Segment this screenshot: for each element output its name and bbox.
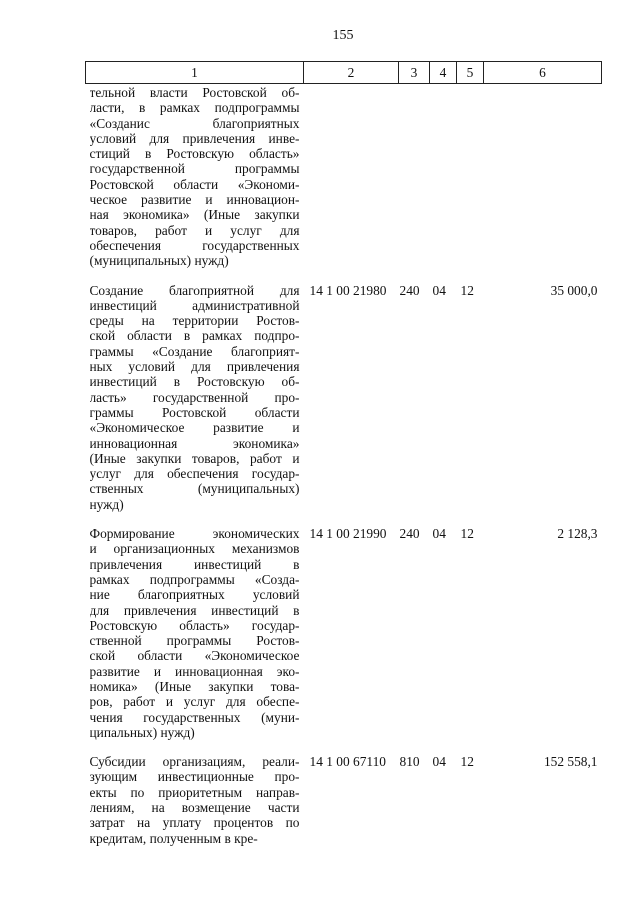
expense-type-code: 240 (399, 282, 420, 298)
section-code: 04 (432, 282, 446, 298)
description-line: екты по приоритетным направ- (89, 784, 300, 800)
row-description (86, 84, 304, 282)
description-line: ственной программы Ростов- (89, 633, 300, 649)
description-line: граммы Ростовской области (89, 404, 300, 420)
description-line: Ростовской области «Экономи- (89, 176, 300, 192)
header-col-6: 6 (484, 62, 602, 84)
description-line: для привлечения инвестиций в (89, 602, 300, 618)
description-line: чения государственных (муни- (89, 709, 300, 725)
target-article-code: 14 1 00 21980 (309, 282, 387, 298)
amount (484, 84, 602, 282)
table-row (86, 753, 602, 859)
expense-type-code: 810 (399, 754, 420, 770)
description-line: граммы «Создание благоприят- (89, 343, 300, 359)
description-line: лениям, на возмещение части (89, 800, 300, 816)
subsection-code: 12 (460, 526, 474, 542)
description-line: Создание благоприятной для (89, 282, 300, 298)
table-header-row (86, 62, 602, 84)
header-col-2: 2 (304, 62, 399, 84)
target-article-code: 14 1 00 67110 (309, 754, 386, 770)
table-row (86, 282, 602, 525)
description-line: государственной программы (89, 161, 300, 177)
description-line: развитие и инновационная эко- (89, 663, 300, 679)
description-line: ласти, в рамках подпрограммы (89, 100, 300, 116)
header-col-3: 3 (399, 62, 430, 84)
description-line: ципальных) нужд) (89, 724, 195, 740)
section-code: 04 (432, 526, 446, 542)
description-line: привлечения инвестиций в (89, 556, 300, 572)
description-line: номика» (Иные закупки това- (89, 678, 300, 694)
row-description (86, 525, 304, 753)
description-line: инвестиций в Ростовскую об- (89, 374, 300, 390)
description-line: инновационная экономика» (89, 435, 300, 451)
description-line: нужд) (89, 496, 124, 512)
target-article-code (304, 84, 399, 282)
target-article-code: 14 1 00 21990 (309, 526, 387, 542)
table-body (86, 84, 602, 859)
description-line: ственных (муниципальных) (89, 481, 300, 497)
description-line: ние благоприятных условий (89, 587, 300, 603)
header-col-4: 4 (430, 62, 457, 84)
description-line: Формирование экономических (89, 526, 300, 542)
budget-table (85, 61, 602, 859)
expense-type-code (399, 84, 430, 282)
description-line: Субсидии организациям, реали- (89, 754, 300, 770)
subsection-code: 12 (460, 282, 474, 298)
description-line: (муниципальных) нужд) (89, 253, 229, 269)
expense-type-code: 240 (399, 526, 420, 542)
row-description (86, 282, 304, 525)
description-line: услуг для обеспечения государ- (89, 466, 300, 482)
description-line: инвестиций административной (89, 297, 300, 313)
description-line: Ростовскую область» государ- (89, 617, 300, 633)
description-line: товаров, работ и услуг для (89, 222, 300, 238)
description-line: обеспечения государственных (89, 237, 300, 253)
description-line: (Иные закупки товаров, работ и (89, 450, 300, 466)
description-line: зующим инвестиционные про- (89, 769, 300, 785)
description-line: ческое развитие и инновацион- (89, 192, 300, 208)
description-line: ской области в рамках подпро- (89, 328, 300, 344)
subsection-code (457, 84, 484, 282)
section-code: 04 (432, 754, 446, 770)
amount: 35 000,0 (550, 282, 598, 298)
description-line: затрат на уплату процентов по (89, 815, 300, 831)
header-col-5: 5 (457, 62, 484, 84)
subsection-code: 12 (460, 754, 474, 770)
header-col-1: 1 (86, 62, 304, 84)
description-line: стиций в Ростовскую область» (89, 146, 300, 162)
table-row (86, 84, 602, 282)
table-row (86, 525, 602, 753)
description-line: «Экономическое развитие и (89, 420, 300, 436)
amount: 152 558,1 (543, 754, 598, 770)
description-line: ных условий для привлечения (89, 359, 300, 375)
section-code (430, 84, 457, 282)
description-line: тельной власти Ростовской об- (89, 85, 300, 100)
description-line: рамках подпрограммы «Созда- (89, 571, 300, 587)
description-line: условий для привлечения инве- (89, 130, 300, 146)
description-line: среды на территории Ростов- (89, 313, 300, 329)
page-number: 155 (332, 28, 354, 43)
row-description (86, 753, 304, 859)
description-line: «Созданис благоприятных (89, 115, 300, 131)
amount: 2 128,3 (557, 526, 598, 542)
description-line: ской области «Экономическое (89, 648, 300, 664)
description-line: ров, работ и услуг для обеспе- (89, 694, 300, 710)
description-line: и организационных механизмов (89, 541, 300, 557)
description-line: ласть» государственной про- (89, 389, 300, 405)
description-line: кредитам, полученным в кре- (89, 830, 258, 846)
description-line: ная экономика» (Иные закупки (89, 207, 300, 223)
